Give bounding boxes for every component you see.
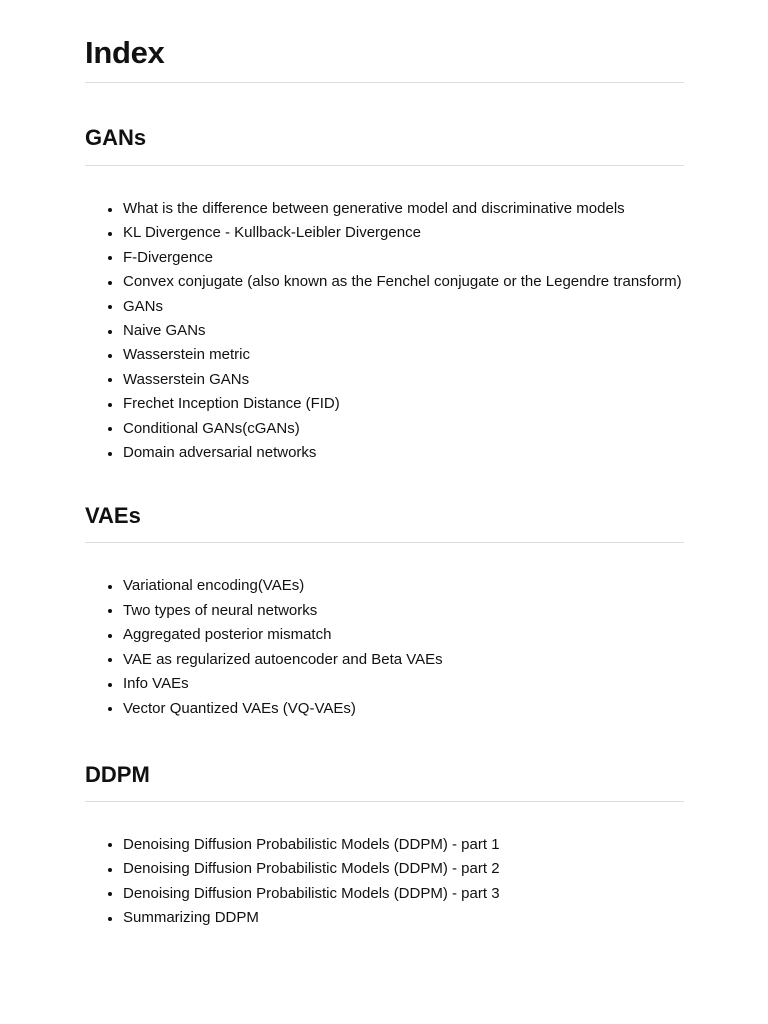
page-title: Index [85,35,165,70]
section-heading-gans: GANs [85,125,147,150]
list-item[interactable]: Frechet Inception Distance (FID) [123,392,684,416]
list-gans [85,197,684,465]
section-heading-vaes: VAEs [85,503,141,529]
list-item[interactable]: Naive GANs [123,319,684,343]
list-item[interactable]: Two types of neural networks [123,599,684,623]
section-gans [85,124,684,465]
list-ddpm [85,833,684,931]
list-item[interactable]: VAE as regularized autoencoder and Beta VAEs [123,648,684,672]
list-item[interactable]: Variational encoding(VAEs) [123,574,684,598]
list-item[interactable]: F-Divergence [123,246,684,270]
section-divider-gans [85,165,684,166]
list-item[interactable]: Denoising Diffusion Probabilistic Models (DDPM) - part 2 [123,857,684,881]
title-divider [85,82,684,83]
list-item[interactable]: Aggregated posterior mismatch [123,623,684,647]
list-item[interactable]: Wasserstein GANs [123,368,684,392]
list-item[interactable]: Convex conjugate (also known as the Fenchel conjugate or the Legendre transform) [123,270,684,294]
section-divider-vaes [85,542,684,543]
list-item[interactable]: Denoising Diffusion Probabilistic Models (DDPM) - part 3 [123,882,684,906]
list-item[interactable]: Info VAEs [123,672,684,696]
section-vaes [85,502,684,720]
list-item[interactable]: Vector Quantized VAEs (VQ-VAEs) [123,697,684,721]
list-item[interactable]: Wasserstein metric [123,343,684,367]
list-item[interactable]: GANs [123,295,684,319]
list-item[interactable]: Denoising Diffusion Probabilistic Models (DDPM) - part 1 [123,833,684,857]
list-item[interactable]: Domain adversarial networks [123,441,684,465]
list-item[interactable]: KL Divergence - Kullback-Leibler Divergence [123,221,684,245]
section-divider-ddpm [85,801,684,802]
section-ddpm [85,761,684,931]
list-item[interactable]: Summarizing DDPM [123,906,684,930]
section-heading-ddpm: DDPM [85,761,150,787]
list-vaes [85,574,684,720]
index-page [85,0,684,931]
list-item[interactable]: Conditional GANs(cGANs) [123,417,684,441]
list-item[interactable]: What is the difference between generative model and discriminative models [123,197,684,221]
